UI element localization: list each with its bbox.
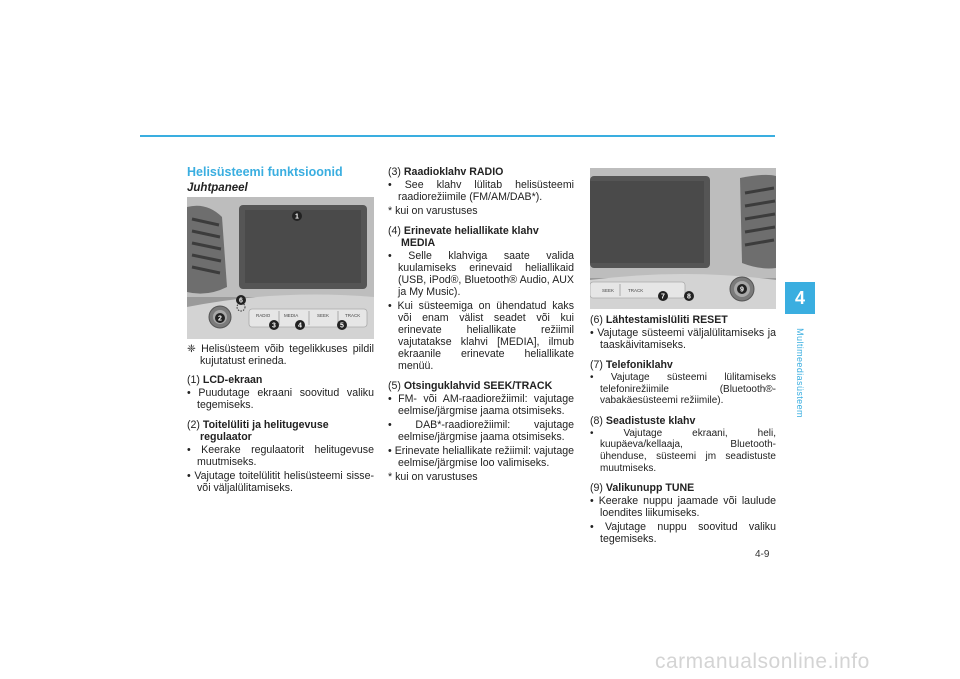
item-7-bullet: • Vajutage süsteemi lülitamiseks telefonirežiimile (Bluetooth®-vabakäesüsteemi režiimile). [590,372,776,407]
item-8-heading: (8) Seadistuste klahv [590,414,696,427]
item-8-bullet: • Vajutage ekraani, heli, kuupäeva/kellaaja, Bluetooth-ühenduse, süsteemi jm seadistuste muutmiseks. [590,427,776,474]
item-4-heading: (4) Erinevate heliallikate klahv MEDIA [388,225,539,249]
item-1-heading: (1) LCD-ekraan [187,374,263,386]
figure2-label-7: 7 [661,293,665,301]
figure-button-seek: SEEK [317,313,330,318]
item-7-heading: (7) Telefoniklahv [590,359,673,371]
figure-label-6: 6 [239,297,243,305]
item-9-heading: (9) Valikunupp TUNE [590,482,695,495]
item-2-heading: (2) Toitelüliti ja helitugevuse regulaator [187,419,329,443]
section-title: Helisüsteemi funktsioonid [187,165,343,179]
item-2-bullet-2: • Vajutage toitelülitit helisüsteemi sisse- või väljalülitamiseks. [187,470,374,494]
item-5-heading: (5) Otsinguklahvid SEEK/TRACK [388,380,553,392]
figure-button-media: MEDIA [284,313,299,318]
figure-label-2: 2 [218,315,222,323]
chapter-label: Multimeediasüsteem [795,328,805,418]
chapter-tab: 4 [785,282,815,314]
item-5-bullet-2: • DAB*-raadiorežiimil: vajutage eelmise/järgmise jaama otsimiseks. [388,419,574,443]
figure-note: ❈ Helisüsteem võib tegelikkuses pildil kujutatust erineda. [187,343,374,367]
item-4-bullet-1: • Selle klahviga saate valida kuulamiseks erinevaid heliallikaid (USB, iPod®, Bluetooth® Audio, AUX ja My Music). [388,250,574,298]
item-2-bullet-1: • Keerake regulaatorit helitugevuse muutmiseks. [187,444,374,468]
subsection-title: Juhtpaneel [187,182,248,194]
item-6-bullet: • Vajutage süsteemi väljalülitamiseks ja taaskäivitamiseks. [590,327,776,351]
item-9-bullet-1: • Keerake nuppu jaamade või laulude loendites liikumiseks. [590,495,776,520]
control-panel-figure [187,197,374,339]
header-rule [140,135,775,137]
page-number: 4-9 [755,549,770,560]
figure2-button-seek: SEEK [602,288,615,293]
figure-label-1: 1 [295,213,299,221]
item-4-bullet-2: • Kui süsteemiga on ühendatud kaks või enam välist seadet või kui erinevate heliallikate režiimil vajutatakse klahvi [MEDIA], ilmub ekraanile erinevate heliallikate menüü. [388,300,574,372]
item-3-heading: (3) Raadioklahv RADIO [388,166,504,178]
item-3-bullet: • See klahv lülitab helisüsteemi raadiorežiimile (FM/AM/DAB*). [388,179,574,203]
figure2-label-8: 8 [687,293,691,301]
right-panel-figure [590,168,776,309]
figure-button-track: TRACK [345,313,361,318]
item-3-footnote: * kui on varustuses [388,205,478,217]
column-middle [388,166,574,485]
column-right [590,314,776,547]
figure-label-4: 4 [298,322,302,330]
watermark: carmanualsonline.info [655,650,870,673]
column-left [187,166,374,496]
item-6-heading: (6) Lähtestamislüliti RESET [590,314,728,326]
figure2-label-9: 9 [740,286,744,294]
item-5-bullet-3: • Erinevate heliallikate režiimil: vajutage eelmise/järgmise loo valimiseks. [388,445,574,469]
figure-label-3: 3 [272,322,276,330]
item-1-bullet: • Puudutage ekraani soovitud valiku tegemiseks. [187,387,374,411]
item-5-bullet-1: • FM- või AM-raadiorežiimil: vajutage eelmise/järgmise jaama otsimiseks. [388,393,574,417]
figure-label-5: 5 [340,322,344,330]
figure2-button-track: TRACK [628,288,644,293]
item-5-footnote: * kui on varustuses [388,471,478,483]
item-9-bullet-2: • Vajutage nuppu soovitud valiku tegemiseks. [590,521,776,546]
figure-button-radio: RADIO [256,313,271,318]
